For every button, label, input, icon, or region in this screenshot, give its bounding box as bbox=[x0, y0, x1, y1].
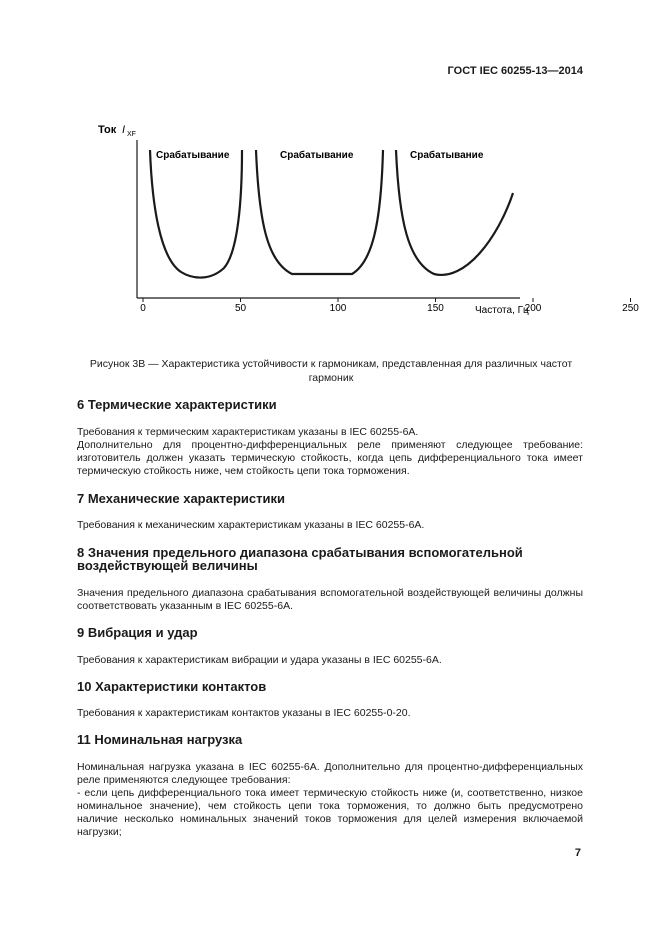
section-8-paragraph-1: Значения предельного диапазона срабатывания вспомогательной воздействующей величины должны соответствовать указанным в IEC 60255-6A. bbox=[77, 587, 583, 612]
section-11-heading: 11 Номинальная нагрузка bbox=[77, 732, 243, 747]
trip-label-3: Срабатывание bbox=[410, 150, 484, 161]
trip-label-1: Срабатывание bbox=[156, 150, 230, 161]
section-6-heading: 6 Термические характеристики bbox=[77, 397, 277, 412]
section-8-heading-line-2: воздействующей величины bbox=[77, 558, 258, 573]
section-7-heading: 7 Механические характеристики bbox=[77, 491, 285, 506]
y-axis-symbol: I bbox=[122, 124, 126, 136]
section-11-paragraph-2: - если цепь дифференциального тока имеет термическую стойкость ниже (и, соответственно, низкое номинальное значение), чем стойкость цепи тока торможения, то должно быть предусмотрено наличие несколько номинальных значений токов торможения для целей измерения включаемой нагрузки; bbox=[77, 787, 583, 838]
trip-label-2: Срабатывание bbox=[280, 150, 354, 161]
x-tick-label: 150 bbox=[427, 303, 444, 314]
x-tick-label: 250 bbox=[622, 303, 639, 314]
section-10-heading: 10 Характеристики контактов bbox=[77, 679, 267, 694]
response-curve-segment-3 bbox=[396, 150, 513, 275]
x-axis-label: Частота, Гц bbox=[475, 305, 529, 316]
x-tick-group bbox=[140, 298, 661, 314]
harmonic-characteristic-figure bbox=[0, 0, 661, 360]
figure-caption-line-2: гармоник bbox=[308, 372, 354, 384]
figure-caption bbox=[60, 357, 602, 385]
section-6-paragraph-1: Требования к термическим характеристикам указаны в IEC 60255-6A. bbox=[77, 426, 419, 438]
section-10-paragraph-1: Требования к характеристикам контактов указаны в IEC 60255-0-20. bbox=[77, 707, 411, 719]
section-9-heading: 9 Вибрация и удар bbox=[77, 625, 198, 640]
response-curve-segment-1 bbox=[150, 150, 242, 278]
section-6-paragraph-2: Дополнительно для процентно-дифференциальных реле применяют следующее требование: изготовитель должен указать термическую стойкость, когда цепь дифференциального тока имеет термическую стойкость ниже, чем стойкость цепи тока торможения. bbox=[77, 439, 583, 477]
x-tick-label: 100 bbox=[329, 303, 347, 314]
response-curve-segment-2 bbox=[256, 150, 383, 274]
x-tick-label: 200 bbox=[524, 303, 542, 314]
y-axis-subscript: XF bbox=[127, 131, 136, 138]
figure-caption-line-1: Рисунок 3В — Характеристика устойчивости к гармоникам, представленная для различных частот bbox=[89, 358, 573, 370]
document-code-header: ГОСТ IEC 60255-13—2014 bbox=[447, 65, 583, 77]
x-tick-label: 50 bbox=[234, 303, 247, 314]
section-11-paragraph-1: Номинальная нагрузка указана в IEC 60255-6A. Дополнительно для процентно-дифференциальных реле применяются следующее требования: bbox=[77, 761, 583, 786]
section-7-paragraph-1: Требования к механическим характеристикам указаны в IEC 60255-6A. bbox=[77, 519, 425, 531]
x-tick-label: 0 bbox=[140, 303, 146, 314]
y-axis-label: Ток bbox=[98, 124, 117, 136]
page-number: 7 bbox=[574, 847, 581, 859]
section-8-heading-line-1: 8 Значения предельного диапазона срабатывания вспомогательной bbox=[77, 545, 523, 560]
section-9-paragraph-1: Требования к характеристикам вибрации и удара указаны в IEC 60255-6A. bbox=[77, 654, 442, 666]
